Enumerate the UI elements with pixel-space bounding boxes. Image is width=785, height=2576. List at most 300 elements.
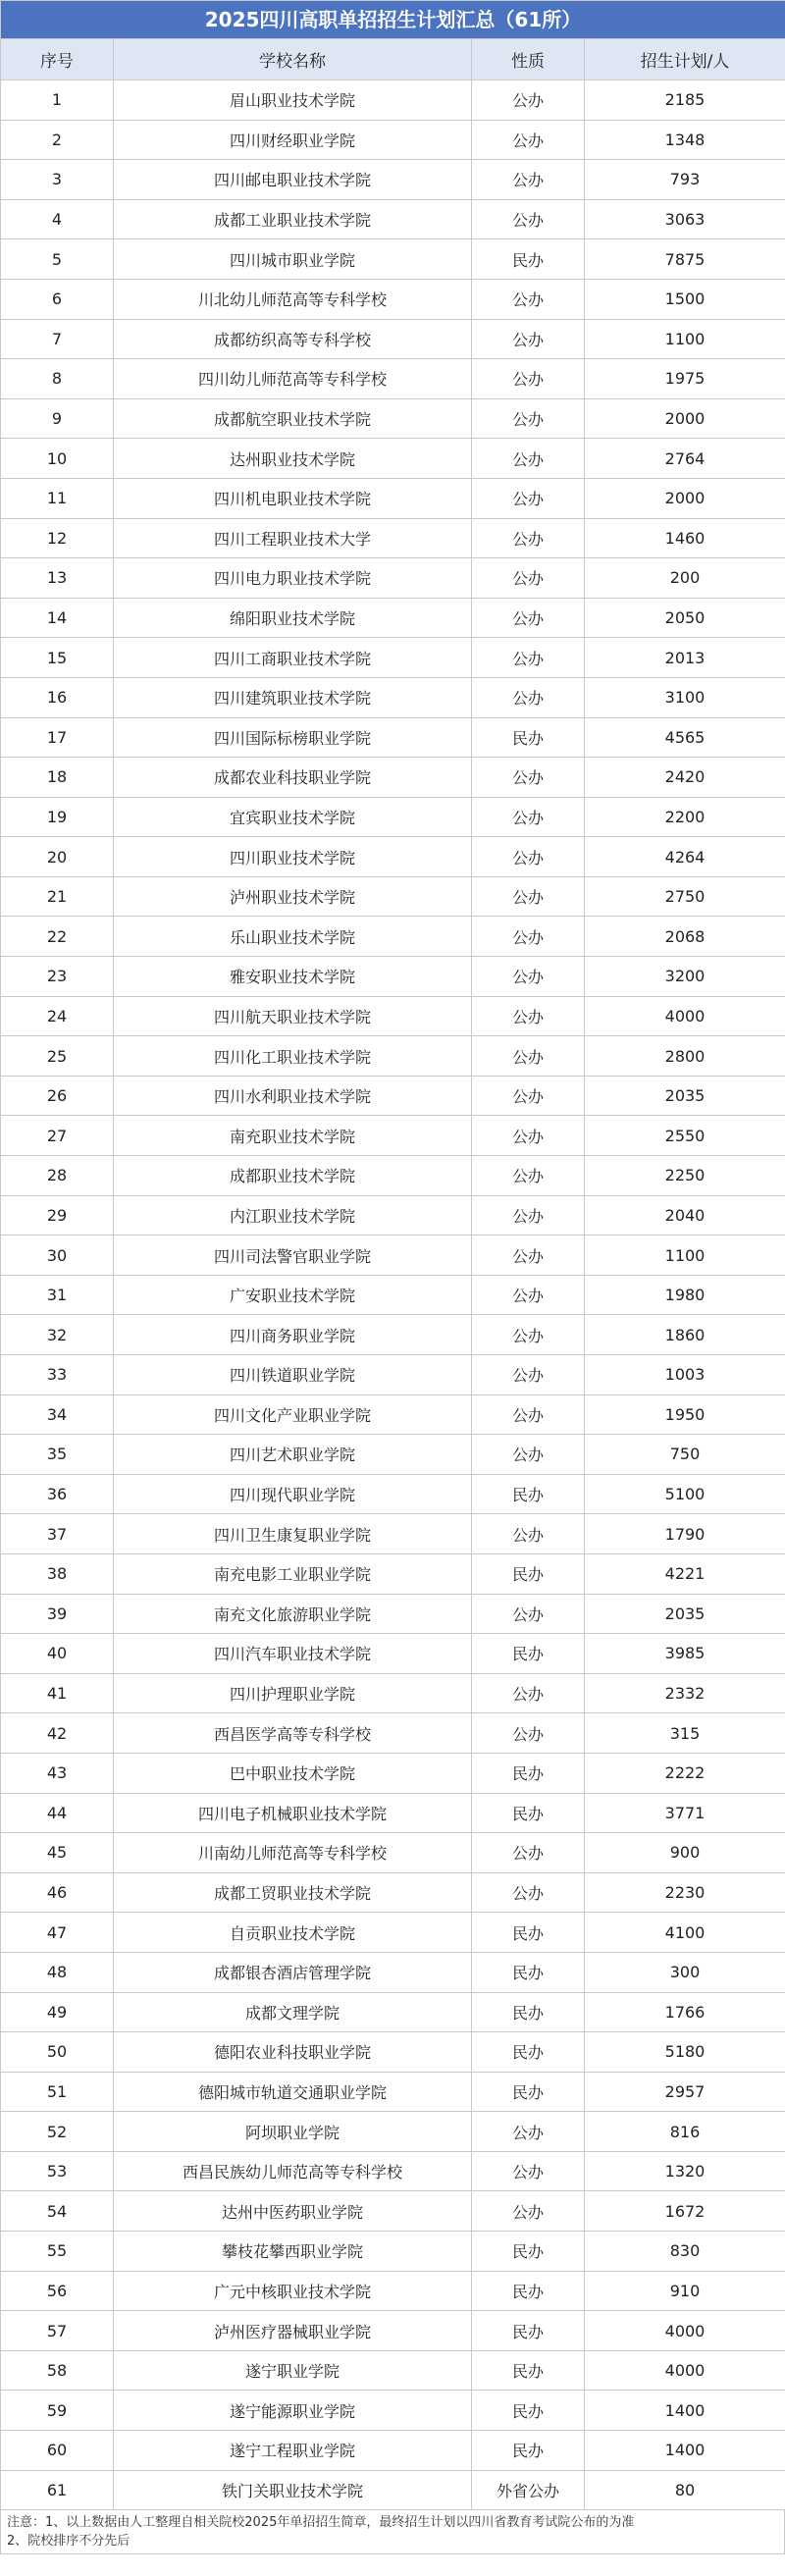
cell-plan: 4100 <box>585 1913 785 1953</box>
cell-type: 公办 <box>472 1872 585 1913</box>
table-row <box>1 837 785 877</box>
cell-plan: 2035 <box>585 1594 785 1634</box>
cell-index: 42 <box>1 1713 114 1754</box>
cell-plan: 4221 <box>585 1553 785 1594</box>
table-row <box>1 1793 785 1833</box>
cell-school-name: 四川铁道职业学院 <box>114 1355 472 1395</box>
cell-plan: 1672 <box>585 2191 785 2232</box>
cell-plan: 1975 <box>585 359 785 399</box>
cell-school-name: 四川现代职业学院 <box>114 1474 472 1514</box>
cell-type: 公办 <box>472 359 585 399</box>
cell-school-name: 四川司法警官职业学院 <box>114 1235 472 1276</box>
cell-school-name: 成都文理学院 <box>114 1992 472 2032</box>
cell-index: 32 <box>1 1315 114 1355</box>
table-row <box>1 996 785 1036</box>
cell-type: 公办 <box>472 478 585 518</box>
cell-type: 公办 <box>472 398 585 439</box>
cell-plan: 750 <box>585 1435 785 1475</box>
table-row <box>1 1036 785 1077</box>
cell-plan: 200 <box>585 558 785 599</box>
cell-type: 公办 <box>472 199 585 239</box>
cell-school-name: 攀枝花攀西职业学院 <box>114 2232 472 2272</box>
cell-plan: 2800 <box>585 1036 785 1077</box>
cell-plan: 1400 <box>585 2391 785 2431</box>
cell-index: 41 <box>1 1673 114 1713</box>
cell-school-name: 德阳城市轨道交通职业学院 <box>114 2072 472 2112</box>
cell-index: 43 <box>1 1753 114 1793</box>
table-row <box>1 1913 785 1953</box>
cell-type: 民办 <box>472 1913 585 1953</box>
cell-type: 民办 <box>472 2032 585 2073</box>
cell-plan: 3200 <box>585 957 785 997</box>
cell-index: 21 <box>1 876 114 917</box>
cell-type: 公办 <box>472 160 585 200</box>
cell-index: 44 <box>1 1793 114 1833</box>
table-row <box>1 1435 785 1475</box>
cell-school-name: 四川电力职业技术学院 <box>114 558 472 599</box>
table-row <box>1 1514 785 1554</box>
table-row <box>1 359 785 399</box>
cell-index: 14 <box>1 598 114 638</box>
cell-type: 民办 <box>472 1474 585 1514</box>
cell-plan: 4000 <box>585 996 785 1036</box>
cell-school-name: 广安职业技术学院 <box>114 1275 472 1315</box>
cell-index: 57 <box>1 2311 114 2351</box>
cell-type: 公办 <box>472 917 585 957</box>
cell-index: 27 <box>1 1116 114 1156</box>
cell-type: 民办 <box>472 1634 585 1674</box>
cell-plan: 1860 <box>585 1315 785 1355</box>
cell-school-name: 四川护理职业学院 <box>114 1673 472 1713</box>
cell-plan: 793 <box>585 160 785 200</box>
table-row <box>1 1553 785 1594</box>
cell-index: 2 <box>1 120 114 160</box>
cell-plan: 3063 <box>585 199 785 239</box>
cell-index: 47 <box>1 1913 114 1953</box>
table-row <box>1 478 785 518</box>
table-row <box>1 2311 785 2351</box>
cell-school-name: 四川文化产业职业学院 <box>114 1394 472 1435</box>
table-row <box>1 1195 785 1235</box>
cell-type: 民办 <box>472 1992 585 2032</box>
table-row <box>1 80 785 121</box>
cell-school-name: 川北幼儿师范高等专科学校 <box>114 279 472 319</box>
table-row <box>1 957 785 997</box>
table-row <box>1 2232 785 2272</box>
cell-index: 29 <box>1 1195 114 1235</box>
cell-index: 30 <box>1 1235 114 1276</box>
cell-plan: 300 <box>585 1952 785 1992</box>
table-row <box>1 758 785 798</box>
cell-type: 公办 <box>472 797 585 837</box>
table-row <box>1 598 785 638</box>
cell-type: 民办 <box>472 2271 585 2311</box>
table-row <box>1 1474 785 1514</box>
cell-type: 公办 <box>472 518 585 558</box>
cell-index: 4 <box>1 199 114 239</box>
cell-type: 公办 <box>472 957 585 997</box>
cell-plan: 1500 <box>585 279 785 319</box>
cell-plan: 3100 <box>585 677 785 717</box>
cell-plan: 2764 <box>585 439 785 479</box>
cell-index: 7 <box>1 319 114 359</box>
cell-type: 民办 <box>472 1553 585 1594</box>
table-row <box>1 1872 785 1913</box>
cell-type: 公办 <box>472 1673 585 1713</box>
cell-school-name: 雅安职业技术学院 <box>114 957 472 997</box>
table-row <box>1 1076 785 1116</box>
cell-school-name: 四川幼儿师范高等专科学校 <box>114 359 472 399</box>
cell-index: 26 <box>1 1076 114 1116</box>
cell-school-name: 达州职业技术学院 <box>114 439 472 479</box>
cell-index: 45 <box>1 1833 114 1873</box>
cell-index: 17 <box>1 717 114 758</box>
table-header <box>1 39 785 80</box>
table-row <box>1 1315 785 1355</box>
cell-school-name: 成都银杏酒店管理学院 <box>114 1952 472 1992</box>
cell-school-name: 广元中核职业技术学院 <box>114 2271 472 2311</box>
cell-type: 民办 <box>472 1753 585 1793</box>
cell-index: 34 <box>1 1394 114 1435</box>
cell-school-name: 内江职业技术学院 <box>114 1195 472 1235</box>
cell-plan: 1980 <box>585 1275 785 1315</box>
cell-index: 6 <box>1 279 114 319</box>
cell-school-name: 绵阳职业技术学院 <box>114 598 472 638</box>
cell-type: 公办 <box>472 1036 585 1077</box>
table-row <box>1 2431 785 2471</box>
cell-school-name: 四川财经职业学院 <box>114 120 472 160</box>
table-row <box>1 199 785 239</box>
cell-school-name: 西昌医学高等专科学校 <box>114 1713 472 1754</box>
cell-index: 51 <box>1 2072 114 2112</box>
cell-type: 公办 <box>472 1076 585 1116</box>
cell-plan: 1320 <box>585 2151 785 2191</box>
cell-plan: 1460 <box>585 518 785 558</box>
table-row <box>1 2112 785 2152</box>
cell-plan: 4000 <box>585 2350 785 2391</box>
table-row <box>1 2072 785 2112</box>
cell-index: 5 <box>1 239 114 280</box>
cell-school-name: 四川工程职业技术大学 <box>114 518 472 558</box>
cell-type: 公办 <box>472 558 585 599</box>
cell-school-name: 四川国际标榜职业学院 <box>114 717 472 758</box>
cell-type: 公办 <box>472 598 585 638</box>
table-row <box>1 2350 785 2391</box>
footnote: 注意：1、以上数据由人工整理自相关院校2025年单招招生简章，最终招生计划以四川省教育考试院公布的为准 2、院校排序不分先后 <box>0 2510 785 2554</box>
cell-plan: 2000 <box>585 398 785 439</box>
cell-type: 公办 <box>472 2151 585 2191</box>
cell-school-name: 巴中职业技术学院 <box>114 1753 472 1793</box>
cell-type: 公办 <box>472 837 585 877</box>
cell-school-name: 德阳农业科技职业学院 <box>114 2032 472 2073</box>
cell-school-name: 四川水利职业技术学院 <box>114 1076 472 1116</box>
cell-index: 22 <box>1 917 114 957</box>
cell-index: 9 <box>1 398 114 439</box>
cell-type: 公办 <box>472 677 585 717</box>
cell-index: 49 <box>1 1992 114 2032</box>
cell-type: 民办 <box>472 1793 585 1833</box>
cell-type: 民办 <box>472 2232 585 2272</box>
cell-school-name: 四川化工职业技术学院 <box>114 1036 472 1077</box>
cell-index: 56 <box>1 2271 114 2311</box>
cell-plan: 2550 <box>585 1116 785 1156</box>
cell-type: 民办 <box>472 2072 585 2112</box>
cell-index: 39 <box>1 1594 114 1634</box>
cell-school-name: 四川汽车职业技术学院 <box>114 1634 472 1674</box>
cell-plan: 2250 <box>585 1156 785 1196</box>
cell-type: 民办 <box>472 239 585 280</box>
cell-school-name: 四川城市职业学院 <box>114 239 472 280</box>
cell-plan: 2185 <box>585 80 785 121</box>
cell-type: 公办 <box>472 1355 585 1395</box>
table-row <box>1 1952 785 1992</box>
cell-index: 19 <box>1 797 114 837</box>
cell-school-name: 四川工商职业技术学院 <box>114 638 472 678</box>
cell-school-name: 泸州职业技术学院 <box>114 876 472 917</box>
cell-school-name: 四川商务职业学院 <box>114 1315 472 1355</box>
table-row <box>1 1833 785 1873</box>
cell-school-name: 乐山职业技术学院 <box>114 917 472 957</box>
cell-index: 54 <box>1 2191 114 2232</box>
cell-type: 公办 <box>472 1594 585 1634</box>
cell-plan: 816 <box>585 2112 785 2152</box>
cell-plan: 80 <box>585 2470 785 2510</box>
cell-index: 60 <box>1 2431 114 2471</box>
cell-type: 公办 <box>472 1116 585 1156</box>
table-row <box>1 2191 785 2232</box>
table-row <box>1 1355 785 1395</box>
cell-index: 10 <box>1 439 114 479</box>
cell-type: 公办 <box>472 1833 585 1873</box>
cell-index: 33 <box>1 1355 114 1395</box>
cell-index: 58 <box>1 2350 114 2391</box>
cell-school-name: 四川机电职业技术学院 <box>114 478 472 518</box>
cell-plan: 3985 <box>585 1634 785 1674</box>
table-body <box>1 80 785 2510</box>
cell-plan: 910 <box>585 2271 785 2311</box>
table-row <box>1 1394 785 1435</box>
cell-index: 8 <box>1 359 114 399</box>
cell-school-name: 遂宁工程职业学院 <box>114 2431 472 2471</box>
cell-index: 1 <box>1 80 114 121</box>
cell-plan: 2222 <box>585 1753 785 1793</box>
cell-plan: 1100 <box>585 1235 785 1276</box>
table-row <box>1 1713 785 1754</box>
table-row <box>1 2032 785 2073</box>
cell-plan: 7875 <box>585 239 785 280</box>
cell-plan: 4565 <box>585 717 785 758</box>
table-row <box>1 160 785 200</box>
cell-type: 公办 <box>472 1156 585 1196</box>
cell-index: 52 <box>1 2112 114 2152</box>
cell-type: 民办 <box>472 2311 585 2351</box>
cell-type: 民办 <box>472 1952 585 1992</box>
table-row <box>1 1992 785 2032</box>
cell-plan: 1348 <box>585 120 785 160</box>
table-row <box>1 1156 785 1196</box>
cell-type: 公办 <box>472 1394 585 1435</box>
cell-index: 40 <box>1 1634 114 1674</box>
table-row <box>1 677 785 717</box>
cell-plan: 2068 <box>585 917 785 957</box>
cell-school-name: 四川职业技术学院 <box>114 837 472 877</box>
cell-plan: 2332 <box>585 1673 785 1713</box>
cell-index: 61 <box>1 2470 114 2510</box>
cell-plan: 1003 <box>585 1355 785 1395</box>
table-row <box>1 518 785 558</box>
cell-plan: 3771 <box>585 1793 785 1833</box>
cell-plan: 2013 <box>585 638 785 678</box>
table-row <box>1 279 785 319</box>
cell-index: 37 <box>1 1514 114 1554</box>
table-row <box>1 2271 785 2311</box>
cell-plan: 2420 <box>585 758 785 798</box>
cell-index: 48 <box>1 1952 114 1992</box>
table-row <box>1 1634 785 1674</box>
cell-school-name: 四川卫生康复职业学院 <box>114 1514 472 1554</box>
cell-index: 28 <box>1 1156 114 1196</box>
cell-school-name: 成都职业技术学院 <box>114 1156 472 1196</box>
cell-type: 公办 <box>472 1275 585 1315</box>
table-row <box>1 1275 785 1315</box>
cell-plan: 1400 <box>585 2431 785 2471</box>
cell-school-name: 铁门关职业技术学院 <box>114 2470 472 2510</box>
cell-index: 53 <box>1 2151 114 2191</box>
cell-index: 31 <box>1 1275 114 1315</box>
cell-plan: 2957 <box>585 2072 785 2112</box>
cell-index: 46 <box>1 1872 114 1913</box>
cell-school-name: 成都工贸职业技术学院 <box>114 1872 472 1913</box>
cell-school-name: 西昌民族幼儿师范高等专科学校 <box>114 2151 472 2191</box>
cell-plan: 5180 <box>585 2032 785 2073</box>
cell-school-name: 四川建筑职业技术学院 <box>114 677 472 717</box>
cell-index: 12 <box>1 518 114 558</box>
table-title: 2025四川高职单招招生计划汇总（61所） <box>0 0 785 38</box>
cell-plan: 1950 <box>585 1394 785 1435</box>
table-row <box>1 239 785 280</box>
cell-type: 公办 <box>472 279 585 319</box>
cell-plan: 2750 <box>585 876 785 917</box>
cell-index: 35 <box>1 1435 114 1475</box>
header-plan: 招生计划/人 <box>585 39 785 80</box>
table-row <box>1 1673 785 1713</box>
cell-plan: 315 <box>585 1713 785 1754</box>
cell-type: 公办 <box>472 1315 585 1355</box>
cell-type: 民办 <box>472 2391 585 2431</box>
table-row <box>1 717 785 758</box>
cell-school-name: 四川电子机械职业技术学院 <box>114 1793 472 1833</box>
header-school-name: 学校名称 <box>114 39 472 80</box>
cell-school-name: 成都纺织高等专科学校 <box>114 319 472 359</box>
table-row <box>1 1235 785 1276</box>
cell-type: 民办 <box>472 717 585 758</box>
cell-type: 公办 <box>472 876 585 917</box>
cell-type: 公办 <box>472 1514 585 1554</box>
cell-school-name: 成都航空职业技术学院 <box>114 398 472 439</box>
cell-plan: 2050 <box>585 598 785 638</box>
cell-school-name: 成都农业科技职业学院 <box>114 758 472 798</box>
cell-index: 20 <box>1 837 114 877</box>
cell-school-name: 南充文化旅游职业学院 <box>114 1594 472 1634</box>
cell-plan: 4264 <box>585 837 785 877</box>
cell-type: 民办 <box>472 2350 585 2391</box>
cell-index: 50 <box>1 2032 114 2073</box>
cell-index: 55 <box>1 2232 114 2272</box>
cell-index: 59 <box>1 2391 114 2431</box>
cell-plan: 1790 <box>585 1514 785 1554</box>
cell-type: 公办 <box>472 1235 585 1276</box>
cell-school-name: 川南幼儿师范高等专科学校 <box>114 1833 472 1873</box>
cell-school-name: 遂宁能源职业学院 <box>114 2391 472 2431</box>
cell-type: 公办 <box>472 319 585 359</box>
cell-school-name: 南充职业技术学院 <box>114 1116 472 1156</box>
cell-plan: 2000 <box>585 478 785 518</box>
cell-school-name: 南充电影工业职业学院 <box>114 1553 472 1594</box>
cell-school-name: 眉山职业技术学院 <box>114 80 472 121</box>
cell-index: 15 <box>1 638 114 678</box>
cell-type: 民办 <box>472 2431 585 2471</box>
cell-plan: 2035 <box>585 1076 785 1116</box>
cell-plan: 830 <box>585 2232 785 2272</box>
table-row <box>1 917 785 957</box>
cell-school-name: 自贡职业技术学院 <box>114 1913 472 1953</box>
cell-school-name: 阿坝职业学院 <box>114 2112 472 2152</box>
cell-index: 23 <box>1 957 114 997</box>
cell-index: 36 <box>1 1474 114 1514</box>
cell-type: 公办 <box>472 120 585 160</box>
table-row <box>1 638 785 678</box>
cell-index: 38 <box>1 1553 114 1594</box>
cell-plan: 4000 <box>585 2311 785 2351</box>
table-row <box>1 797 785 837</box>
cell-school-name: 遂宁职业学院 <box>114 2350 472 2391</box>
table-row <box>1 439 785 479</box>
cell-type: 公办 <box>472 2191 585 2232</box>
cell-index: 13 <box>1 558 114 599</box>
cell-index: 3 <box>1 160 114 200</box>
table-row <box>1 876 785 917</box>
cell-plan: 2200 <box>585 797 785 837</box>
cell-type: 公办 <box>472 758 585 798</box>
cell-type: 外省公办 <box>472 2470 585 2510</box>
cell-type: 公办 <box>472 1195 585 1235</box>
table-row <box>1 120 785 160</box>
table-row <box>1 2151 785 2191</box>
cell-type: 公办 <box>472 1713 585 1754</box>
header-type: 性质 <box>472 39 585 80</box>
cell-index: 18 <box>1 758 114 798</box>
cell-school-name: 宜宾职业技术学院 <box>114 797 472 837</box>
cell-type: 公办 <box>472 996 585 1036</box>
cell-type: 公办 <box>472 638 585 678</box>
cell-index: 25 <box>1 1036 114 1077</box>
table-row <box>1 1116 785 1156</box>
cell-type: 公办 <box>472 1435 585 1475</box>
table-row <box>1 2391 785 2431</box>
cell-type: 公办 <box>472 439 585 479</box>
table-row <box>1 319 785 359</box>
cell-plan: 2230 <box>585 1872 785 1913</box>
cell-type: 公办 <box>472 2112 585 2152</box>
cell-index: 11 <box>1 478 114 518</box>
cell-type: 公办 <box>472 80 585 121</box>
table-row <box>1 1594 785 1634</box>
header-row <box>1 39 785 80</box>
table-row <box>1 1753 785 1793</box>
cell-plan: 1766 <box>585 1992 785 2032</box>
cell-school-name: 达州中医药职业学院 <box>114 2191 472 2232</box>
cell-index: 16 <box>1 677 114 717</box>
